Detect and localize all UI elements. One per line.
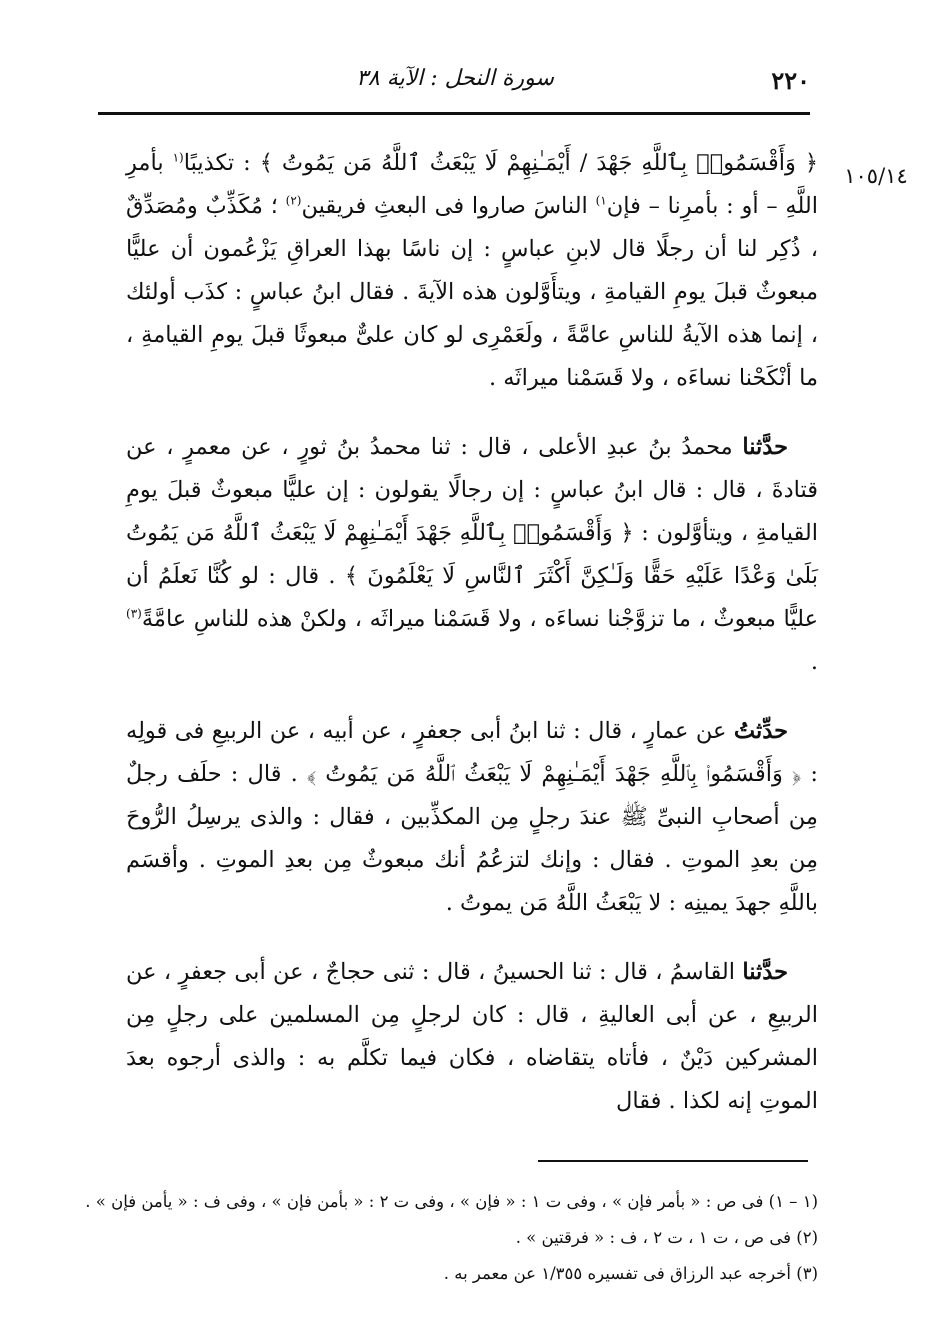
margin-reference: ١٠٥/١٤: [844, 164, 908, 188]
paragraph: [126, 426, 818, 684]
running-title: سورة النحل : الآية ٣٨: [356, 66, 554, 91]
paragraph: [126, 710, 818, 925]
footnote-marker: (١: [172, 150, 184, 165]
paragraph-text: محمدُ بنُ عبدِ الأعلى ، قال : ثنا محمدُ بنُ ثورٍ ، عن معمرٍ ، عن قتادةَ ، قال : قال ابنُ عباسٍ : إن رجالًا يقولون : إن عليًّا مبعوثٌ قبلَ يومِ القيامةِ ، ويتأوَّلون : ﴿ وَأَقْسَمُوا۟ بِٱللَّهِ جَهْدَ أَيْمَـٰنِهِمْ لَا يَبْعَثُ ٱللَّهُ مَن يَمُوتُ بَلَىٰ وَعْدًا عَلَيْهِ حَقًّا وَلَـٰكِنَّ أَكْثَرَ ٱلنَّاسِ لَا يَعْلَمُونَ ﴾ . قال : لو كُنَّا نَعلَمُ أن عليًّا مبعوثٌ ، ما تزوَّجْنا نساءَه ، ولا قَسَمْنا ميراثَه ، ولكنْ هذه للناسِ عامَّةً: [126, 434, 818, 632]
footnote: (١ – ١) فى ص : « بأمر فإن » ، وفى ت ١ : « فإن » ، وفى ت ٢ : « بأمن فإن » ، وفى ف : « يأمن فإن » .: [85, 1192, 818, 1211]
paragraph-text: عن عمارٍ ، قال : ثنا ابنُ أبى جعفرٍ ، عن أبيه ، عن الربيعِ فى قولِه : ﴿ وَأَقْسَمُوا۟ بِٱللَّهِ جَهْدَ أَيْمَـٰنِهِمْ لَا يَبْعَثُ ٱللَّهُ مَن يَمُوتُ ﴾ . قال : حلَف رجلٌ مِن أصحابِ النبىِّ ﷺ عندَ رجلٍ مِن المكذِّبين ، فقال : والذى يرسِلُ الرُّوحَ مِن بعدِ الموتِ . فقال : وإنك لتزعُمُ أنك مبعوثٌ مِن بعدِ الموتِ . وأقسَم باللَّهِ جهدَ يمينِه : لا يَبْعَثُ اللَّهُ مَن يموتُ .: [126, 718, 818, 916]
footnote: (٣) أخرجه عبد الرزاق فى تفسيره ١/٣٥٥ عن معمر به .: [443, 1264, 818, 1283]
footnote: (٢) فى ص ، ت ١ ، ت ٢ ، ف : « فرقتين » .: [515, 1228, 818, 1247]
paragraph-text: القاسمُ ، قال : ثنا الحسينُ ، قال : ثنى حجاجٌ ، عن أبى جعفرٍ ، عن الربيعِ ، عن أبى العاليةِ ، قال : كان لرجلٍ مِن المسلمين على رجلٍ مِن المشركين دَيْنٌ ، فأتاه يتقاضاه ، فكان فيما تكلَّم به : والذى أرجوه بعدَ الموتِ إنه لكذا . فقال: [126, 959, 818, 1114]
paragraph: [126, 142, 818, 400]
footnote-marker: ١): [595, 193, 607, 208]
paragraph: [126, 951, 818, 1123]
paragraph-text: الناسَ صاروا فى البعثِ فريقين: [301, 193, 596, 219]
header-rule: [98, 112, 810, 115]
chain-lead: حدَّثنا: [742, 434, 788, 460]
paragraph-tail: .: [810, 649, 818, 675]
footnote-marker: (٢): [285, 193, 302, 208]
footnotes: [85, 1184, 818, 1292]
chain-lead: حدِّثتُ: [733, 718, 788, 744]
paragraph-text: ؛ مُكَذِّبٌ ومُصَدِّقٌ ، ذُكِر لنا أن رجلًا قال لابنِ عباسٍ : إن ناسًا بهذا العراقِ يَزْعُمون أن عليًّا مبعوثٌ قبلَ يومِ القيامةِ ، ويتأَوَّلون هذه الآيةَ . فقال ابنُ عباسٍ : كذَب أولئك ، إنما هذه الآيةُ للناسِ عامَّةً ، ولَعَمْرِى لو كان علىٌّ مبعوثًا قبلَ يومِ القيامةِ ، ما أنْكَحْنا نساءَه ، ولا قَسَمْنا ميراثَه .: [126, 193, 818, 391]
page-number: ٢٢٠: [771, 66, 810, 95]
footnote-rule: [538, 1160, 808, 1162]
footnote-marker: (٣): [126, 606, 142, 621]
page-header: [100, 62, 810, 106]
paragraph-text: ﴿ وَأَقْسَمُوا۟ بِٱللَّهِ جَهْدَ / أَيْمَـٰنِهِمْ لَا يَبْعَثُ ٱللَّهُ مَن يَمُوتُ ﴾ : تكذيبًا: [183, 150, 818, 176]
paragraph-text: بأمرِ اللَّهِ – أو : بأمرِنا – فإن: [126, 150, 818, 219]
body-text: [126, 142, 818, 1123]
chain-lead: حدَّثنا: [742, 959, 788, 985]
